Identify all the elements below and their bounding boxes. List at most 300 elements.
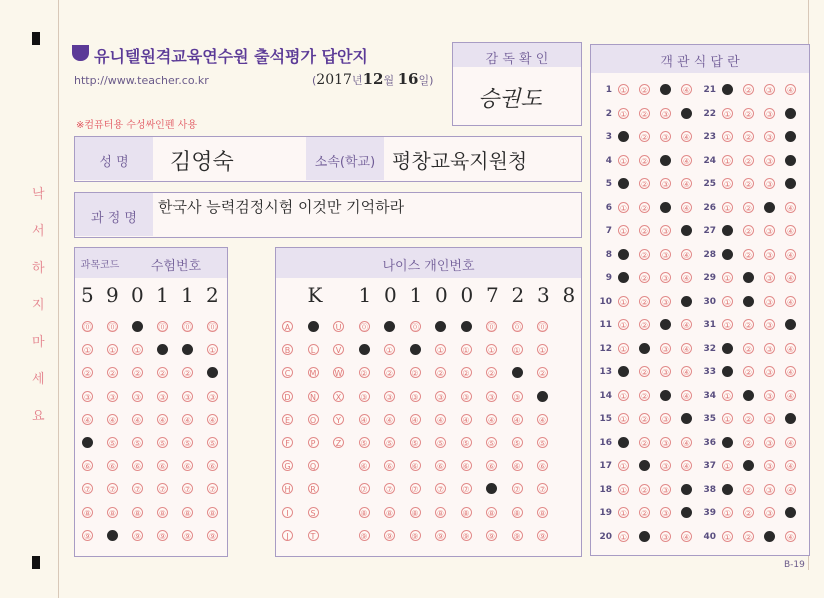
answer-bubble[interactable]: ③	[765, 415, 774, 424]
neis-bubble[interactable]: ⑧	[411, 508, 419, 518]
answer-bubble[interactable]: ③	[765, 250, 774, 260]
neis-bubble[interactable]: ⑥	[436, 462, 445, 472]
answer-bubble[interactable]: ②	[640, 321, 649, 330]
neis-bubble[interactable]: ②	[411, 369, 419, 379]
answer-bubble[interactable]: ④	[682, 532, 691, 542]
answer-bubble[interactable]: ③	[765, 180, 774, 189]
answer-bubble[interactable]: ②	[640, 250, 649, 260]
answer-bubble[interactable]: ④	[786, 368, 795, 377]
answer-bubble[interactable]: ④	[786, 509, 795, 518]
answer-bubble[interactable]: ④	[682, 227, 691, 236]
digit-bubble[interactable]: ⑧	[108, 508, 117, 518]
neis-bubble[interactable]: ①	[462, 346, 470, 356]
digit-bubble[interactable]: ②	[208, 369, 217, 379]
neis-bubble[interactable]: ⑧	[487, 508, 496, 518]
digit-bubble[interactable]: ③	[183, 392, 192, 402]
neis-bubble[interactable]: ①	[487, 346, 496, 356]
neis-bubble[interactable]: ⑥	[360, 462, 368, 472]
answer-bubble[interactable]: ②	[640, 109, 649, 119]
answer-bubble[interactable]: ②	[640, 462, 649, 471]
digit-bubble[interactable]: ①	[208, 346, 217, 356]
neis-bubble[interactable]: O	[308, 414, 319, 425]
neis-bubble[interactable]: ⑥	[385, 462, 394, 472]
neis-bubble[interactable]: ①	[360, 346, 368, 356]
neis-bubble[interactable]: ⑨	[462, 531, 470, 541]
digit-bubble[interactable]: ②	[83, 369, 92, 379]
answer-bubble[interactable]: ②	[744, 532, 753, 542]
answer-bubble[interactable]: ③	[765, 462, 774, 471]
answer-bubble[interactable]: ①	[723, 485, 732, 495]
neis-bubble[interactable]: ⑤	[436, 439, 445, 448]
answer-bubble[interactable]: ④	[682, 297, 691, 307]
answer-bubble[interactable]: ③	[765, 156, 774, 166]
neis-bubble[interactable]: ⓪	[360, 323, 368, 332]
digit-bubble[interactable]: ⓪	[133, 323, 142, 332]
answer-bubble[interactable]: ③	[661, 485, 670, 495]
answer-bubble[interactable]: ③	[661, 438, 670, 448]
neis-bubble[interactable]: ⑨	[360, 531, 368, 541]
neis-bubble[interactable]: ②	[513, 369, 521, 379]
answer-bubble[interactable]: ③	[661, 180, 670, 189]
neis-bubble[interactable]: G	[282, 460, 293, 471]
neis-bubble[interactable]: ②	[538, 369, 547, 379]
neis-bubble[interactable]: ⓪	[411, 323, 419, 332]
neis-bubble[interactable]: ①	[411, 346, 419, 356]
answer-bubble[interactable]: ②	[640, 297, 649, 307]
answer-bubble[interactable]: ①	[723, 274, 732, 283]
answer-bubble[interactable]: ②	[640, 227, 649, 236]
answer-bubble[interactable]: ④	[682, 321, 691, 330]
digit-bubble[interactable]: ⓪	[83, 323, 92, 332]
answer-bubble[interactable]: ②	[744, 321, 753, 330]
answer-bubble[interactable]: ②	[640, 368, 649, 377]
digit-bubble[interactable]: ⑥	[133, 462, 142, 472]
neis-bubble[interactable]: ⑦	[360, 485, 368, 495]
neis-bubble[interactable]: ⓪	[487, 323, 496, 332]
answer-bubble[interactable]: ②	[640, 532, 649, 542]
neis-bubble[interactable]: J	[282, 530, 293, 541]
digit-bubble[interactable]: ⑤	[83, 439, 92, 448]
digit-bubble[interactable]: ③	[108, 392, 117, 402]
answer-bubble[interactable]: ②	[744, 438, 753, 448]
digit-bubble[interactable]: ⑧	[208, 508, 217, 518]
answer-bubble[interactable]: ④	[786, 86, 795, 95]
neis-bubble[interactable]: ⑧	[360, 508, 368, 518]
answer-bubble[interactable]: ④	[682, 509, 691, 518]
answer-bubble[interactable]: ④	[786, 532, 795, 542]
digit-bubble[interactable]: ③	[208, 392, 217, 402]
answer-bubble[interactable]: ③	[765, 133, 774, 142]
digit-bubble[interactable]: ⑨	[208, 531, 217, 541]
digit-bubble[interactable]: ④	[183, 415, 192, 425]
answer-bubble[interactable]: ①	[619, 297, 628, 307]
neis-bubble[interactable]: E	[282, 414, 293, 425]
answer-bubble[interactable]: ①	[619, 109, 628, 119]
neis-bubble[interactable]: Z	[333, 437, 344, 448]
answer-bubble[interactable]: ②	[744, 368, 753, 377]
answer-bubble[interactable]: ④	[786, 344, 795, 354]
answer-bubble[interactable]: ②	[640, 344, 649, 354]
answer-bubble[interactable]: ①	[619, 227, 628, 236]
answer-bubble[interactable]: ①	[619, 509, 628, 518]
neis-bubble[interactable]: ④	[360, 415, 368, 425]
digit-bubble[interactable]: ④	[83, 415, 92, 425]
digit-bubble[interactable]: ②	[108, 369, 117, 379]
answer-bubble[interactable]: ②	[640, 391, 649, 401]
answer-bubble[interactable]: ②	[640, 86, 649, 95]
answer-bubble[interactable]: ③	[661, 156, 670, 166]
answer-bubble[interactable]: ③	[661, 462, 670, 471]
answer-bubble[interactable]: ①	[723, 250, 732, 260]
digit-bubble[interactable]: ④	[158, 415, 167, 425]
answer-bubble[interactable]: ④	[786, 438, 795, 448]
answer-bubble[interactable]: ③	[661, 133, 670, 142]
answer-bubble[interactable]: ①	[723, 415, 732, 424]
answer-bubble[interactable]: ①	[723, 344, 732, 354]
answer-bubble[interactable]: ②	[744, 133, 753, 142]
digit-bubble[interactable]: ⑨	[158, 531, 167, 541]
digit-bubble[interactable]: ⑥	[183, 462, 192, 472]
answer-bubble[interactable]: ③	[765, 391, 774, 401]
answer-bubble[interactable]: ①	[619, 133, 628, 142]
neis-bubble[interactable]: ⓪	[513, 323, 521, 332]
answer-bubble[interactable]: ③	[661, 109, 670, 119]
digit-bubble[interactable]: ⓪	[183, 323, 192, 332]
neis-bubble[interactable]: ⑤	[385, 439, 394, 448]
answer-bubble[interactable]: ③	[765, 509, 774, 518]
digit-bubble[interactable]: ⑨	[83, 531, 92, 541]
answer-bubble[interactable]: ②	[640, 203, 649, 213]
answer-bubble[interactable]: ④	[682, 462, 691, 471]
neis-bubble[interactable]: L	[308, 344, 319, 355]
neis-bubble[interactable]: W	[334, 369, 343, 379]
digit-bubble[interactable]: ①	[108, 346, 117, 356]
neis-bubble[interactable]: ①	[385, 346, 394, 356]
neis-bubble[interactable]: ④	[411, 415, 419, 425]
neis-bubble[interactable]: ⑤	[513, 439, 521, 448]
answer-bubble[interactable]: ①	[619, 344, 628, 354]
answer-bubble[interactable]: ①	[619, 203, 628, 213]
digit-bubble[interactable]: ④	[108, 415, 117, 425]
neis-bubble[interactable]: ⑧	[436, 508, 445, 518]
digit-bubble[interactable]: ④	[208, 415, 217, 425]
answer-bubble[interactable]: ①	[619, 391, 628, 401]
neis-bubble[interactable]: ⓪	[538, 323, 547, 332]
answer-bubble[interactable]: ②	[744, 203, 753, 213]
answer-bubble[interactable]: ④	[682, 438, 691, 448]
neis-bubble[interactable]: T	[308, 530, 319, 541]
neis-bubble[interactable]: ②	[436, 369, 445, 379]
digit-bubble[interactable]: ⑦	[183, 485, 192, 495]
neis-bubble[interactable]: S	[308, 507, 319, 518]
answer-bubble[interactable]: ④	[682, 274, 691, 283]
answer-bubble[interactable]: ③	[661, 250, 670, 260]
digit-bubble[interactable]: ⑧	[83, 508, 92, 518]
neis-bubble[interactable]: ⑦	[487, 485, 496, 495]
answer-bubble[interactable]: ②	[744, 274, 753, 283]
neis-bubble[interactable]: I	[282, 507, 293, 518]
answer-bubble[interactable]: ③	[765, 344, 774, 354]
neis-bubble[interactable]: ①	[436, 346, 445, 356]
digit-bubble[interactable]: ③	[133, 392, 142, 402]
neis-bubble[interactable]: ⑨	[538, 531, 547, 541]
neis-bubble[interactable]: A	[282, 321, 293, 332]
answer-bubble[interactable]: ②	[640, 133, 649, 142]
neis-bubble[interactable]: ⑤	[462, 439, 470, 448]
answer-bubble[interactable]: ②	[640, 274, 649, 283]
digit-bubble[interactable]: ⑥	[108, 462, 117, 472]
neis-bubble[interactable]: ⑧	[513, 508, 521, 518]
answer-bubble[interactable]: ③	[661, 415, 670, 424]
digit-bubble[interactable]: ⑦	[108, 485, 117, 495]
neis-bubble[interactable]: ⑦	[436, 485, 445, 495]
answer-bubble[interactable]: ④	[786, 250, 795, 260]
answer-bubble[interactable]: ②	[640, 509, 649, 518]
answer-bubble[interactable]: ①	[723, 180, 732, 189]
digit-bubble[interactable]: ⑦	[158, 485, 167, 495]
answer-bubble[interactable]: ③	[661, 344, 670, 354]
answer-bubble[interactable]: ③	[765, 485, 774, 495]
neis-bubble[interactable]: ④	[538, 415, 547, 425]
answer-bubble[interactable]: ①	[619, 86, 628, 95]
answer-bubble[interactable]: ③	[661, 321, 670, 330]
neis-bubble[interactable]: D	[282, 391, 293, 402]
neis-bubble[interactable]: ⑥	[462, 462, 470, 472]
answer-bubble[interactable]: ①	[723, 86, 732, 95]
answer-bubble[interactable]: ③	[765, 109, 774, 119]
digit-bubble[interactable]: ⑥	[83, 462, 92, 472]
answer-bubble[interactable]: ④	[682, 156, 691, 166]
digit-bubble[interactable]: ⓪	[108, 323, 117, 332]
answer-bubble[interactable]: ①	[619, 438, 628, 448]
neis-bubble[interactable]: ②	[487, 369, 496, 379]
answer-bubble[interactable]: ③	[765, 227, 774, 236]
answer-bubble[interactable]: ④	[682, 391, 691, 401]
neis-bubble[interactable]: ③	[538, 392, 547, 402]
neis-bubble[interactable]: ⑤	[360, 439, 368, 448]
answer-bubble[interactable]: ④	[682, 133, 691, 142]
answer-bubble[interactable]: ③	[661, 532, 670, 542]
answer-bubble[interactable]: ④	[786, 297, 795, 307]
answer-bubble[interactable]: ②	[744, 391, 753, 401]
answer-bubble[interactable]: ④	[682, 485, 691, 495]
answer-bubble[interactable]: ②	[640, 156, 649, 166]
answer-bubble[interactable]: ④	[786, 321, 795, 330]
answer-bubble[interactable]: ②	[744, 485, 753, 495]
neis-bubble[interactable]: ③	[411, 392, 419, 402]
neis-bubble[interactable]: ⑦	[538, 485, 547, 495]
answer-bubble[interactable]: ②	[744, 344, 753, 354]
neis-bubble[interactable]: ⑧	[462, 508, 470, 518]
answer-bubble[interactable]: ④	[786, 274, 795, 283]
answer-bubble[interactable]: ④	[786, 227, 795, 236]
neis-bubble[interactable]: ④	[385, 415, 394, 425]
digit-bubble[interactable]: ②	[133, 369, 142, 379]
digit-bubble[interactable]: ⑤	[208, 439, 217, 448]
answer-bubble[interactable]: ③	[661, 86, 670, 95]
neis-bubble[interactable]: ①	[513, 346, 521, 356]
neis-bubble[interactable]: ③	[487, 392, 496, 402]
neis-bubble[interactable]: ②	[360, 369, 368, 379]
digit-bubble[interactable]: ⑤	[183, 439, 192, 448]
answer-bubble[interactable]: ③	[765, 203, 774, 213]
answer-bubble[interactable]: ②	[744, 86, 753, 95]
answer-bubble[interactable]: ④	[786, 203, 795, 213]
answer-bubble[interactable]: ①	[619, 462, 628, 471]
neis-bubble[interactable]: ⑤	[487, 439, 496, 448]
answer-bubble[interactable]: ①	[723, 368, 732, 377]
digit-bubble[interactable]: ②	[158, 369, 167, 379]
digit-bubble[interactable]: ⑧	[133, 508, 142, 518]
digit-bubble[interactable]: ⑥	[158, 462, 167, 472]
answer-bubble[interactable]: ④	[786, 133, 795, 142]
neis-bubble[interactable]: ③	[385, 392, 394, 402]
neis-bubble[interactable]: ⑤	[411, 439, 419, 448]
answer-bubble[interactable]: ③	[765, 321, 774, 330]
digit-bubble[interactable]: ⓪	[158, 323, 167, 332]
answer-bubble[interactable]: ③	[765, 368, 774, 377]
neis-bubble[interactable]: Q	[308, 460, 319, 471]
neis-bubble[interactable]: X	[333, 391, 344, 402]
neis-bubble[interactable]: ⑨	[487, 531, 496, 541]
answer-bubble[interactable]: ④	[682, 86, 691, 95]
digit-bubble[interactable]: ⑨	[183, 531, 192, 541]
digit-bubble[interactable]: ⑤	[133, 439, 142, 448]
answer-bubble[interactable]: ③	[765, 86, 774, 95]
answer-bubble[interactable]: ①	[619, 156, 628, 166]
answer-bubble[interactable]: ③	[765, 532, 774, 542]
neis-bubble[interactable]: ④	[513, 415, 521, 425]
neis-bubble[interactable]: F	[282, 437, 293, 448]
digit-bubble[interactable]: ⑦	[133, 485, 142, 495]
neis-bubble[interactable]: P	[308, 437, 319, 448]
neis-bubble[interactable]: ⑥	[411, 462, 419, 472]
neis-bubble[interactable]: ④	[487, 415, 496, 425]
neis-bubble[interactable]: ②	[462, 369, 470, 379]
answer-bubble[interactable]: ①	[723, 321, 732, 330]
digit-bubble[interactable]: ①	[183, 346, 192, 356]
neis-bubble[interactable]: ③	[436, 392, 445, 402]
answer-bubble[interactable]: ④	[786, 485, 795, 495]
answer-bubble[interactable]: ①	[723, 227, 732, 236]
answer-bubble[interactable]: ①	[619, 321, 628, 330]
answer-bubble[interactable]: ③	[661, 509, 670, 518]
neis-bubble[interactable]: ⓪	[436, 323, 445, 332]
answer-bubble[interactable]: ④	[682, 368, 691, 377]
answer-bubble[interactable]: ②	[744, 180, 753, 189]
digit-bubble[interactable]: ⑥	[208, 462, 217, 472]
neis-bubble[interactable]: ⑦	[513, 485, 521, 495]
answer-bubble[interactable]: ③	[661, 203, 670, 213]
answer-bubble[interactable]: ④	[786, 109, 795, 119]
answer-bubble[interactable]: ④	[682, 250, 691, 260]
neis-bubble[interactable]: V	[333, 344, 344, 355]
neis-bubble[interactable]: ⑥	[487, 462, 496, 472]
answer-bubble[interactable]: ③	[765, 274, 774, 283]
neis-bubble[interactable]: M	[308, 367, 319, 378]
neis-bubble[interactable]: H	[282, 483, 293, 494]
answer-bubble[interactable]: ①	[619, 415, 628, 424]
answer-bubble[interactable]: ①	[723, 462, 732, 471]
answer-bubble[interactable]: ①	[723, 133, 732, 142]
digit-bubble[interactable]: ①	[133, 346, 142, 356]
answer-bubble[interactable]: ②	[744, 227, 753, 236]
answer-bubble[interactable]: ②	[640, 180, 649, 189]
answer-bubble[interactable]: ②	[744, 297, 753, 307]
neis-bubble[interactable]: ③	[360, 392, 368, 402]
neis-bubble[interactable]: ⑦	[411, 485, 419, 495]
answer-bubble[interactable]: ④	[682, 180, 691, 189]
answer-bubble[interactable]: ②	[744, 462, 753, 471]
neis-bubble[interactable]: ⑨	[513, 531, 521, 541]
neis-bubble[interactable]: ②	[385, 369, 394, 379]
answer-bubble[interactable]: ②	[744, 250, 753, 260]
neis-bubble[interactable]: ⑨	[411, 531, 419, 541]
answer-bubble[interactable]: ④	[682, 203, 691, 213]
digit-bubble[interactable]: ⑧	[158, 508, 167, 518]
answer-bubble[interactable]: ③	[661, 297, 670, 307]
neis-bubble[interactable]: ⑧	[385, 508, 394, 518]
digit-bubble[interactable]: ①	[158, 346, 167, 356]
digit-bubble[interactable]: ⑧	[183, 508, 192, 518]
answer-bubble[interactable]: ④	[786, 180, 795, 189]
digit-bubble[interactable]: ④	[133, 415, 142, 425]
neis-bubble[interactable]: ⑨	[436, 531, 445, 541]
neis-bubble[interactable]: ⑥	[513, 462, 521, 472]
answer-bubble[interactable]: ③	[765, 438, 774, 448]
answer-bubble[interactable]: ④	[786, 156, 795, 166]
neis-bubble[interactable]: N	[308, 391, 319, 402]
neis-bubble[interactable]: ④	[436, 415, 445, 425]
answer-bubble[interactable]: ①	[723, 109, 732, 119]
answer-bubble[interactable]: ①	[619, 532, 628, 542]
neis-bubble[interactable]: ③	[513, 392, 521, 402]
neis-bubble[interactable]: ⑤	[538, 439, 547, 448]
answer-bubble[interactable]: ①	[723, 391, 732, 401]
neis-bubble[interactable]: ⑥	[538, 462, 547, 472]
answer-bubble[interactable]: ③	[765, 297, 774, 307]
neis-bubble[interactable]: ③	[462, 392, 470, 402]
answer-bubble[interactable]: ②	[640, 415, 649, 424]
answer-bubble[interactable]: ①	[723, 297, 732, 307]
digit-bubble[interactable]: ①	[83, 346, 92, 356]
neis-bubble[interactable]: ⑦	[385, 485, 394, 495]
answer-bubble[interactable]: ②	[744, 109, 753, 119]
neis-bubble[interactable]: U	[333, 321, 344, 332]
digit-bubble[interactable]: ⓪	[208, 323, 217, 332]
answer-bubble[interactable]: ③	[661, 274, 670, 283]
answer-bubble[interactable]: ①	[723, 532, 732, 542]
neis-bubble[interactable]: ⑧	[538, 508, 547, 518]
answer-bubble[interactable]: ①	[619, 368, 628, 377]
neis-bubble[interactable]: B	[282, 344, 293, 355]
digit-bubble[interactable]: ⑨	[108, 531, 117, 541]
answer-bubble[interactable]: ③	[661, 368, 670, 377]
answer-bubble[interactable]: ③	[661, 227, 670, 236]
answer-bubble[interactable]: ①	[723, 203, 732, 213]
digit-bubble[interactable]: ⑤	[108, 439, 117, 448]
answer-bubble[interactable]: ①	[723, 438, 732, 448]
digit-bubble[interactable]: ②	[183, 369, 192, 379]
answer-bubble[interactable]: ①	[723, 509, 732, 518]
neis-bubble[interactable]: ④	[462, 415, 470, 425]
neis-bubble[interactable]: ⓪	[385, 323, 394, 332]
answer-bubble[interactable]: ④	[682, 344, 691, 354]
answer-bubble[interactable]: ①	[619, 180, 628, 189]
neis-bubble[interactable]: K	[308, 321, 319, 332]
digit-bubble[interactable]: ⑦	[83, 485, 92, 495]
neis-bubble[interactable]: ⓪	[462, 323, 470, 332]
